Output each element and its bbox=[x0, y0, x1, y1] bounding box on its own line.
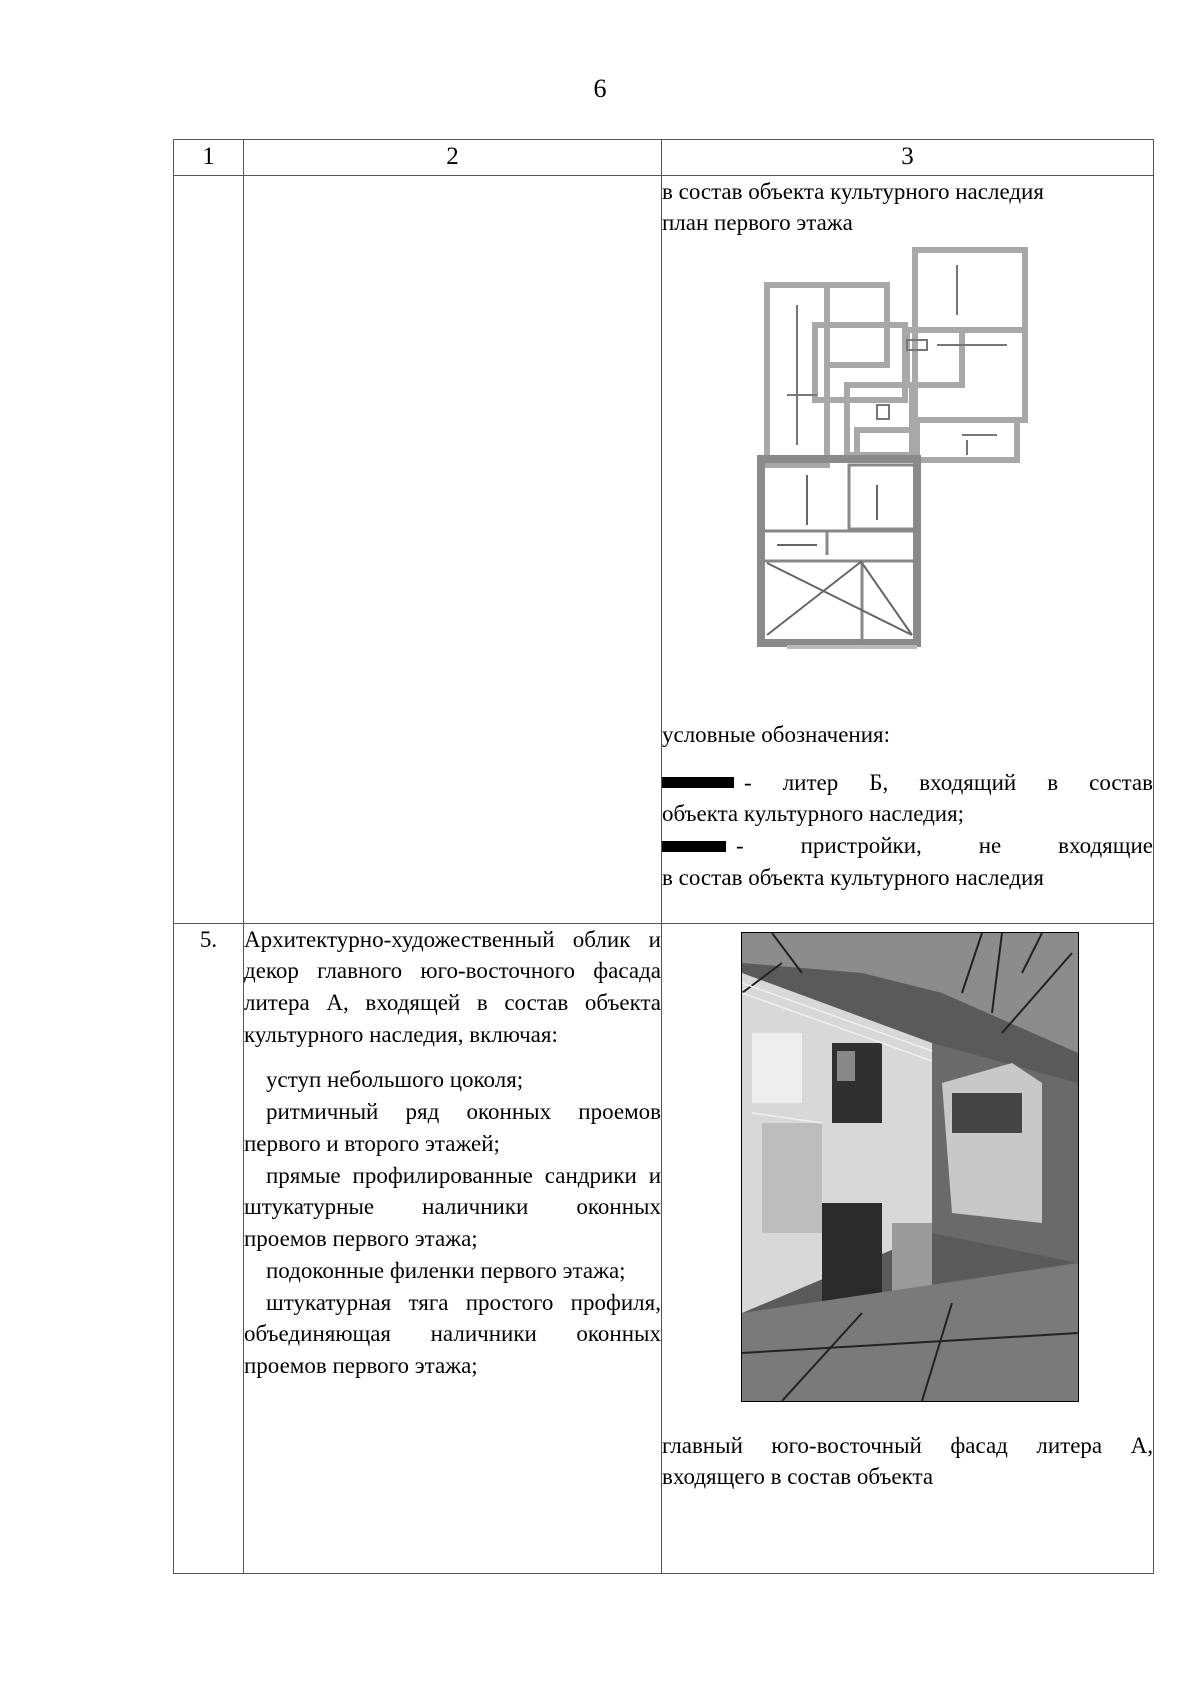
plan-cell bbox=[662, 175, 1154, 923]
column-header-3: 3 bbox=[662, 140, 1154, 176]
legend-item-first-line: - литер Б, входящий в состав bbox=[744, 769, 1153, 795]
legend-swatch bbox=[662, 841, 726, 852]
legend-item-first-line: - пристройки, не входящие bbox=[736, 833, 1153, 859]
plan-room bbox=[915, 250, 1025, 330]
list-item: штукатурная тяга простого профиля, объединяющая наличники оконных проемов первого этажа; bbox=[244, 1289, 661, 1379]
legend-item-rest: в состав объекта культурного наследия bbox=[662, 864, 1044, 890]
empty-number-cell bbox=[174, 175, 244, 923]
legend-swatch bbox=[662, 777, 734, 788]
table-row bbox=[174, 923, 1154, 1573]
list-item: подоконные филенки первого этажа; bbox=[266, 1257, 626, 1283]
column-header-1: 1 bbox=[174, 140, 244, 176]
facade-photo bbox=[741, 932, 1079, 1402]
empty-description-cell bbox=[244, 175, 662, 923]
plan-room bbox=[915, 330, 1025, 420]
list-item: уступ небольшого цоколя; bbox=[266, 1067, 524, 1093]
legend-item-rest: объекта культурного наследия; bbox=[662, 801, 965, 827]
heritage-table bbox=[173, 139, 1154, 1574]
plan-main-block bbox=[761, 459, 917, 643]
photo-cell bbox=[662, 923, 1154, 1573]
legend-title: условные обозначения: bbox=[662, 721, 891, 747]
table-header-row bbox=[174, 140, 1154, 176]
row-number: 5. bbox=[174, 923, 244, 1573]
description-cell bbox=[244, 923, 662, 1573]
floor-plan-drawing bbox=[757, 245, 1057, 691]
list-item: ритмичный ряд оконных проемов первого и второго этажей; bbox=[244, 1099, 661, 1156]
table-row bbox=[174, 175, 1154, 923]
plan-room bbox=[849, 465, 917, 529]
plan-intro-line: в состав объекта культурного наследия bbox=[662, 178, 1044, 204]
list-item: прямые профилированные сандрики и штукатурные наличники оконных проемов первого этажа; bbox=[244, 1162, 661, 1252]
photo-caption: главный юго-восточный фасад литера А, входящего в состав объекта bbox=[662, 1432, 1153, 1490]
legend-item-liter-b bbox=[662, 767, 1153, 799]
page-number: 6 bbox=[593, 74, 607, 103]
description-lead: Архитектурно-художественный облик и декор главного юго-восточного фасада литера А, входящей в состав объекта культурного наследия, включая: bbox=[244, 926, 661, 1047]
legend-item-extensions bbox=[662, 830, 1153, 862]
column-header-2: 2 bbox=[244, 140, 662, 176]
facade-photo-image bbox=[742, 933, 1078, 1401]
plan-title: план первого этажа bbox=[662, 210, 853, 236]
